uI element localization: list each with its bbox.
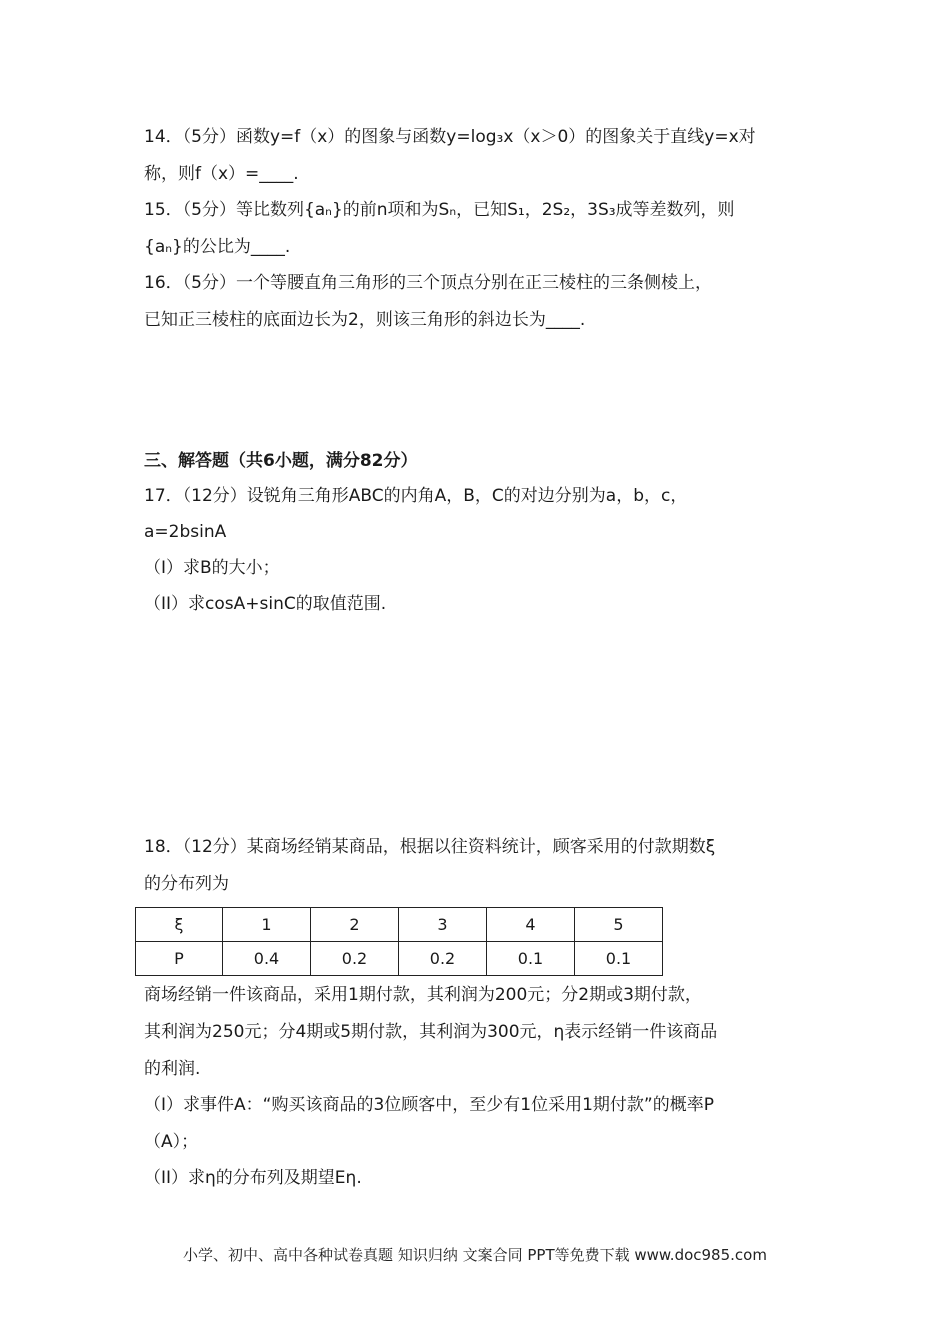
table-cell: P [136,942,223,976]
table-cell: 5 [575,908,663,942]
q18-line4: 其利润为250元；分4期或5期付款，其利润为300元，η表示经销一件该商品 [144,1022,718,1042]
q14-line2: 称，则f（x）=____. [144,164,299,184]
q18-line3: 商场经销一件该商品，采用1期付款，其利润为200元；分2期或3期付款， [144,985,702,1005]
table-cell: 0.2 [399,942,487,976]
q17-part1: （I）求B的大小； [144,558,280,578]
footer-text: 小学、初中、高中各种试卷真题 知识归纳 文案合同 PPT等免费下载 www.doc985.com [183,1246,767,1264]
table-row [136,908,663,942]
section-heading: 三、解答题（共6小题，满分82分） [144,451,418,471]
q18-line1: 18．（12分）某商场经销某商品，根据以往资料统计，顾客采用的付款期数ξ [144,837,716,857]
table-row [136,942,663,976]
table-cell: ξ [136,908,223,942]
table-cell: 2 [311,908,399,942]
q18-line5: 的利润. [144,1059,201,1079]
q17-line1: 17．（12分）设锐角三角形ABC的内角A，B，C的对边分别为a，b，c， [144,486,688,506]
table-cell: 3 [399,908,487,942]
q16-line2: 已知正三棱柱的底面边长为2，则该三角形的斜边长为____. [144,310,586,330]
q16-line1: 16．（5分）一个等腰直角三角形的三个顶点分别在正三棱柱的三条侧棱上， [144,273,712,293]
q17-line2: a=2bsinA [144,522,227,542]
table-cell: 0.4 [223,942,311,976]
q15-line2: {aₙ}的公比为____. [144,237,291,257]
table-cell: 0.2 [311,942,399,976]
table-cell: 1 [223,908,311,942]
q18-part1a: （I）求事件A：“购买该商品的3位顾客中，至少有1位采用1期付款”的概率P [144,1095,714,1115]
q18-part1b: （A）； [144,1132,199,1152]
q17-part2: （II）求cosA+sinC的取值范围. [144,594,387,614]
table-cell: 0.1 [575,942,663,976]
q18-line2: 的分布列为 [144,874,229,894]
table-cell: 4 [487,908,575,942]
q18-part2: （II）求η的分布列及期望Eη. [144,1168,362,1188]
q14-line1: 14．（5分）函数y=f（x）的图象与函数y=log₃x（x＞0）的图象关于直线y=x对 [144,127,756,147]
table-cell: 0.1 [487,942,575,976]
q15-line1: 15．（5分）等比数列{aₙ}的前n项和为Sₙ，已知S₁，2S₂，3S₃成等差数列，则 [144,200,735,220]
distribution-table [135,907,663,976]
